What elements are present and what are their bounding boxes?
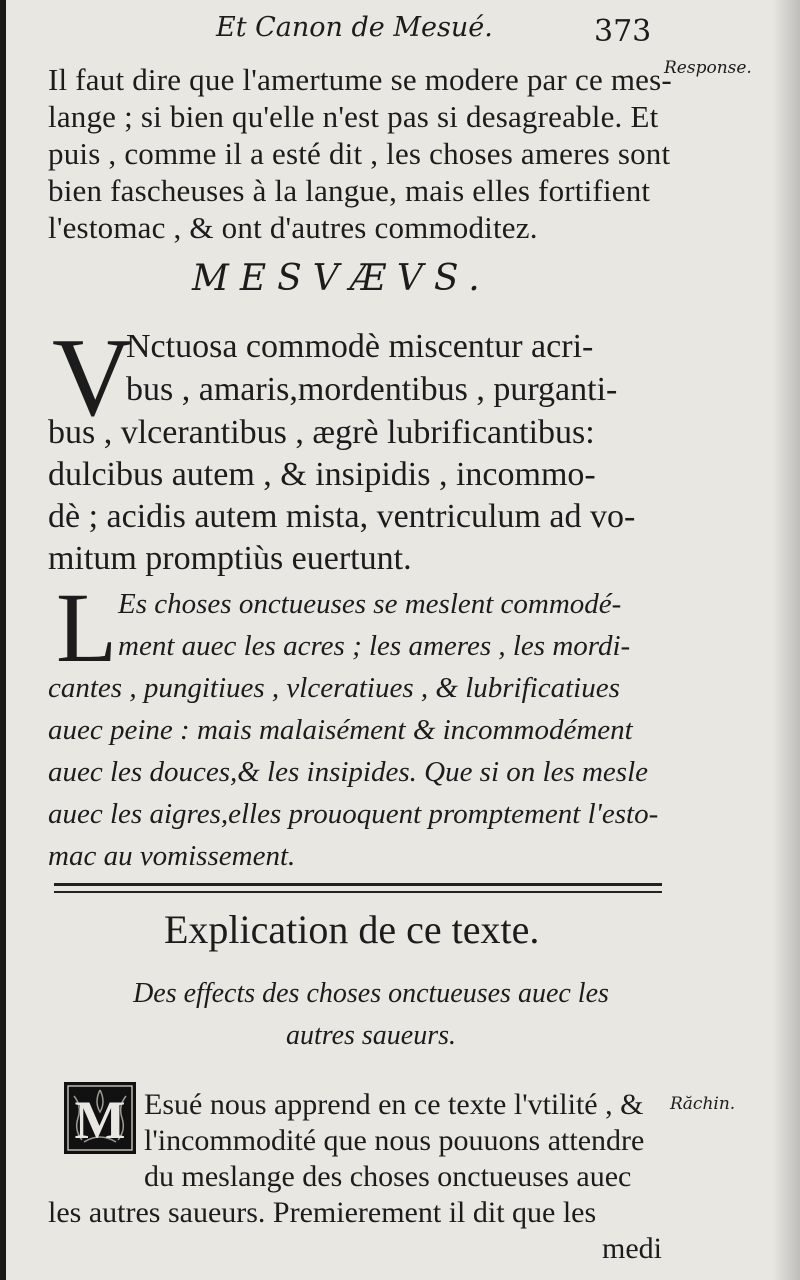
latin-line: bus , vlcerantibus , ægrè lubrificantibus: — [48, 414, 595, 451]
latin-line: Nctuosa commodè miscentur acri- — [126, 328, 594, 365]
latin-line: dulcibus autem , & insipidis , incommo- — [48, 456, 596, 493]
intro-line: Il faut dire que l'amertume se modere par ce mes- — [48, 62, 672, 97]
body-line: medi — [602, 1232, 662, 1265]
translation-line: Es choses onctueuses se meslent commodé- — [118, 588, 622, 620]
book-page — [6, 0, 800, 1280]
translation-drop-cap: L — [56, 572, 118, 683]
author-heading: MESVÆVS. — [192, 258, 491, 299]
translation-line: ment auec les acres ; les ameres , les mordi- — [118, 630, 631, 662]
translation-line: auec peine : mais malaisément & incommodément — [48, 714, 633, 746]
translation-line: auec les douces,& les insipides. Que si on les mesle — [48, 756, 649, 788]
divider-rule — [54, 883, 662, 886]
page-number: 373 — [594, 14, 652, 49]
section-subtitle: autres saueurs. — [285, 1020, 457, 1051]
intro-line: bien fascheuses à la langue, mais elles fortifient — [48, 173, 651, 208]
intro-line: puis , comme il a esté dit , les choses ameres sont — [48, 136, 671, 171]
latin-line: bus , amaris,mordentibus , purganti- — [126, 371, 618, 408]
divider-rule — [54, 891, 662, 893]
ornamental-initial-m-icon — [64, 1082, 136, 1154]
body-line: Esué nous apprend en ce texte l'vtilité , & — [144, 1088, 644, 1121]
margin-note-response: Response. — [664, 58, 752, 78]
body-line: les autres saueurs. Premierement il dit que les — [48, 1196, 597, 1229]
latin-drop-cap: V — [52, 316, 133, 440]
intro-line: l'estomac , & ont d'autres commoditez. — [48, 210, 538, 245]
translation-line: auec les aigres,elles prouoquent promptement l'esto- — [48, 798, 659, 830]
svg-text:M: M — [74, 1090, 126, 1150]
section-title: Explication de ce texte. — [164, 907, 540, 952]
latin-line: dè ; acidis autem mista, ventriculum ad vo- — [48, 498, 636, 535]
section-subtitle: Des effects des choses onctueuses auec les — [133, 978, 609, 1009]
running-head: Et Canon de Mesué. — [216, 12, 493, 43]
intro-line: lange ; si bien qu'elle n'est pas si desagreable. Et — [48, 99, 659, 134]
body-line: du meslange des choses onctueuses auec — [144, 1160, 632, 1193]
translation-line: mac au vomissement. — [48, 840, 296, 872]
margin-note-rachin: Răchin. — [670, 1094, 736, 1114]
latin-line: mitum promptiùs euertunt. — [48, 540, 412, 577]
body-line: l'incommodité que nous pouuons attendre — [144, 1124, 645, 1157]
translation-line: cantes , pungitiues , vlceratiues , & lubrificatiues — [48, 672, 620, 704]
